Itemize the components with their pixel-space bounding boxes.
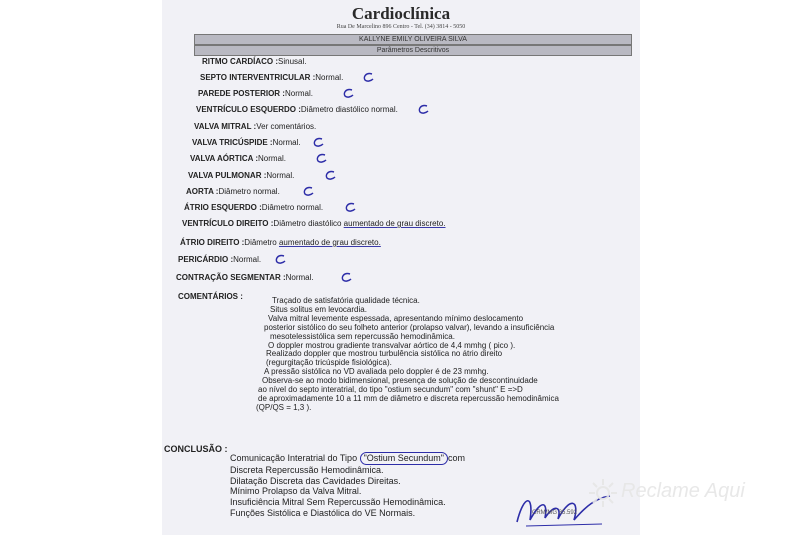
param-label: AORTA : xyxy=(186,187,219,196)
conclusion-line: Insuficiência Mitral Sem Repercussão Hemodinâmica. xyxy=(230,497,446,508)
param-value: Normal. xyxy=(284,89,313,98)
param-value: Ver comentários. xyxy=(256,122,317,131)
conclusion-line1-post: com xyxy=(448,453,466,463)
param-value: Diâmetro xyxy=(244,238,279,247)
param-value: Normal. xyxy=(266,171,295,180)
param-highlight: aumentado de grau discreto. xyxy=(343,219,446,228)
comment-line: O doppler mostrou gradiente transvalvar aórtico de 4,4 mmhg ( pico ). xyxy=(268,340,516,350)
pen-check-icon xyxy=(315,151,327,163)
param-label: VALVA AÓRTICA : xyxy=(190,154,258,163)
param-label: PAREDE POSTERIOR : xyxy=(198,89,285,98)
pen-check-icon xyxy=(340,270,352,282)
param-label: CONTRAÇÃO SEGMENTAR : xyxy=(176,273,286,282)
comment-line: Valva mitral levemente espessada, apresentando mínimo deslocamento xyxy=(268,313,524,323)
param-row xyxy=(178,255,261,264)
pen-check-icon xyxy=(274,252,286,264)
watermark-text: Reclame Aqui xyxy=(621,480,745,502)
comment-line: Situs solitus em levocardia. xyxy=(270,304,367,314)
param-label: VALVA MITRAL : xyxy=(194,122,257,131)
param-value: Diâmetro normal. xyxy=(218,187,280,196)
param-row xyxy=(180,238,381,247)
pen-check-icon xyxy=(344,200,356,212)
param-value: Normal. xyxy=(258,154,287,163)
conclusion-body xyxy=(230,452,465,519)
comment-line: Traçado de satisfatória qualidade técnica. xyxy=(272,296,420,305)
param-row xyxy=(186,187,280,196)
param-row xyxy=(184,203,323,212)
param-value: Diâmetro normal. xyxy=(261,203,324,212)
param-value: Normal. xyxy=(272,138,301,147)
param-value: Normal. xyxy=(315,73,344,82)
clinic-address: Rua De Marcelino 896 Centro - Tel. (34) 3814 - 5050 xyxy=(336,24,466,30)
param-label: ÁTRIO DIREITO : xyxy=(180,238,245,247)
param-value: Sinusal. xyxy=(278,57,307,66)
comment-line: posterior sistólico do seu folheto anterior (prolapso valvar), levando a insuficiência xyxy=(264,322,555,332)
pen-check-icon xyxy=(362,70,374,82)
comment-line: (QP/QS = 1,3 ). xyxy=(256,402,312,412)
comment-line: ao nível do septo interatrial, do tipo "ostium secundum" com "shunt" E =>D xyxy=(258,385,523,395)
param-row xyxy=(194,122,316,131)
param-value: Diâmetro diastólico normal. xyxy=(300,105,398,114)
pen-check-icon xyxy=(302,184,314,196)
param-row xyxy=(192,138,301,147)
param-label: VENTRÍCULO DIREITO : xyxy=(182,219,274,228)
pen-check-icon xyxy=(417,102,429,114)
report-sheet xyxy=(162,0,640,535)
clinic-title: Cardioclínica xyxy=(351,4,451,23)
comments-body xyxy=(256,296,634,413)
param-value: Diâmetro diastólico xyxy=(273,219,344,228)
param-row xyxy=(188,171,294,180)
param-row xyxy=(190,154,286,163)
param-label: ÁTRIO ESQUERDO : xyxy=(184,203,262,212)
comment-line: (regurgitação tricúspide fisiológica). xyxy=(266,358,392,368)
comment-line: mesotelessistólica sem repercussão hemodinâmica. xyxy=(270,331,455,341)
param-label: VENTRÍCULO ESQUERDO : xyxy=(196,105,301,114)
pen-check-icon xyxy=(324,168,336,180)
param-row xyxy=(196,105,398,114)
conclusion-line: Dilatação Discreta das Cavidades Direitas. xyxy=(230,475,401,486)
param-label: RITMO CARDÍACO : xyxy=(202,57,278,66)
param-value: Normal. xyxy=(233,255,262,264)
conclusion-line xyxy=(230,452,465,465)
param-label: PERICÁRDIO : xyxy=(178,255,234,264)
circled-text: "Ostium Secundum" xyxy=(360,452,448,465)
param-row xyxy=(200,73,343,82)
comments-title: COMENTÁRIOS : xyxy=(178,292,243,301)
conclusion-line1-pre: Comunicação Interatrial do Tipo xyxy=(230,453,360,463)
patient-name-bar: KALLYNE EMILY OLIVEIRA SILVA xyxy=(194,34,632,45)
param-row xyxy=(176,273,314,282)
comment-line: Realizado doppler que mostrou turbulência sistólica no átrio direito xyxy=(266,349,503,359)
param-row xyxy=(202,57,306,66)
conclusion-line: Funções Sistólica e Diastólica do VE Normais. xyxy=(230,507,416,518)
param-label: VALVA PULMONAR : xyxy=(188,171,267,180)
param-value: Normal. xyxy=(285,273,314,282)
crm-stamp: CRM/MG 35.592 xyxy=(532,510,578,516)
comment-line: de aproximadamente 10 a 11 mm de diâmetro e discreta repercussão hemodinâmica xyxy=(258,393,559,403)
watermark xyxy=(588,472,798,512)
conclusion-line: Discreta Repercussão Hemodinâmica. xyxy=(230,464,384,475)
section-title-bar: Parâmetros Descritivos xyxy=(194,45,632,56)
comment-line: Observa-se ao modo bidimensional, presença de solução de descontinuidade xyxy=(262,376,538,386)
comment-line: A pressão sistólica no VD avaliada pelo doppler é de 23 mmhg. xyxy=(264,367,489,377)
watermark-logo-icon xyxy=(588,478,618,508)
param-label: SEPTO INTERVENTRICULAR : xyxy=(200,73,316,82)
param-row xyxy=(198,89,313,98)
param-row xyxy=(182,219,446,228)
pen-check-icon xyxy=(312,135,324,147)
conclusion-line: Mínimo Prolapso da Valva Mitral. xyxy=(230,486,362,497)
param-label: VALVA TRICÚSPIDE : xyxy=(192,138,273,147)
conclusion-title: CONCLUSÃO : xyxy=(164,444,228,454)
pen-check-icon xyxy=(342,86,354,98)
param-highlight: aumentado de grau discreto. xyxy=(278,238,381,247)
